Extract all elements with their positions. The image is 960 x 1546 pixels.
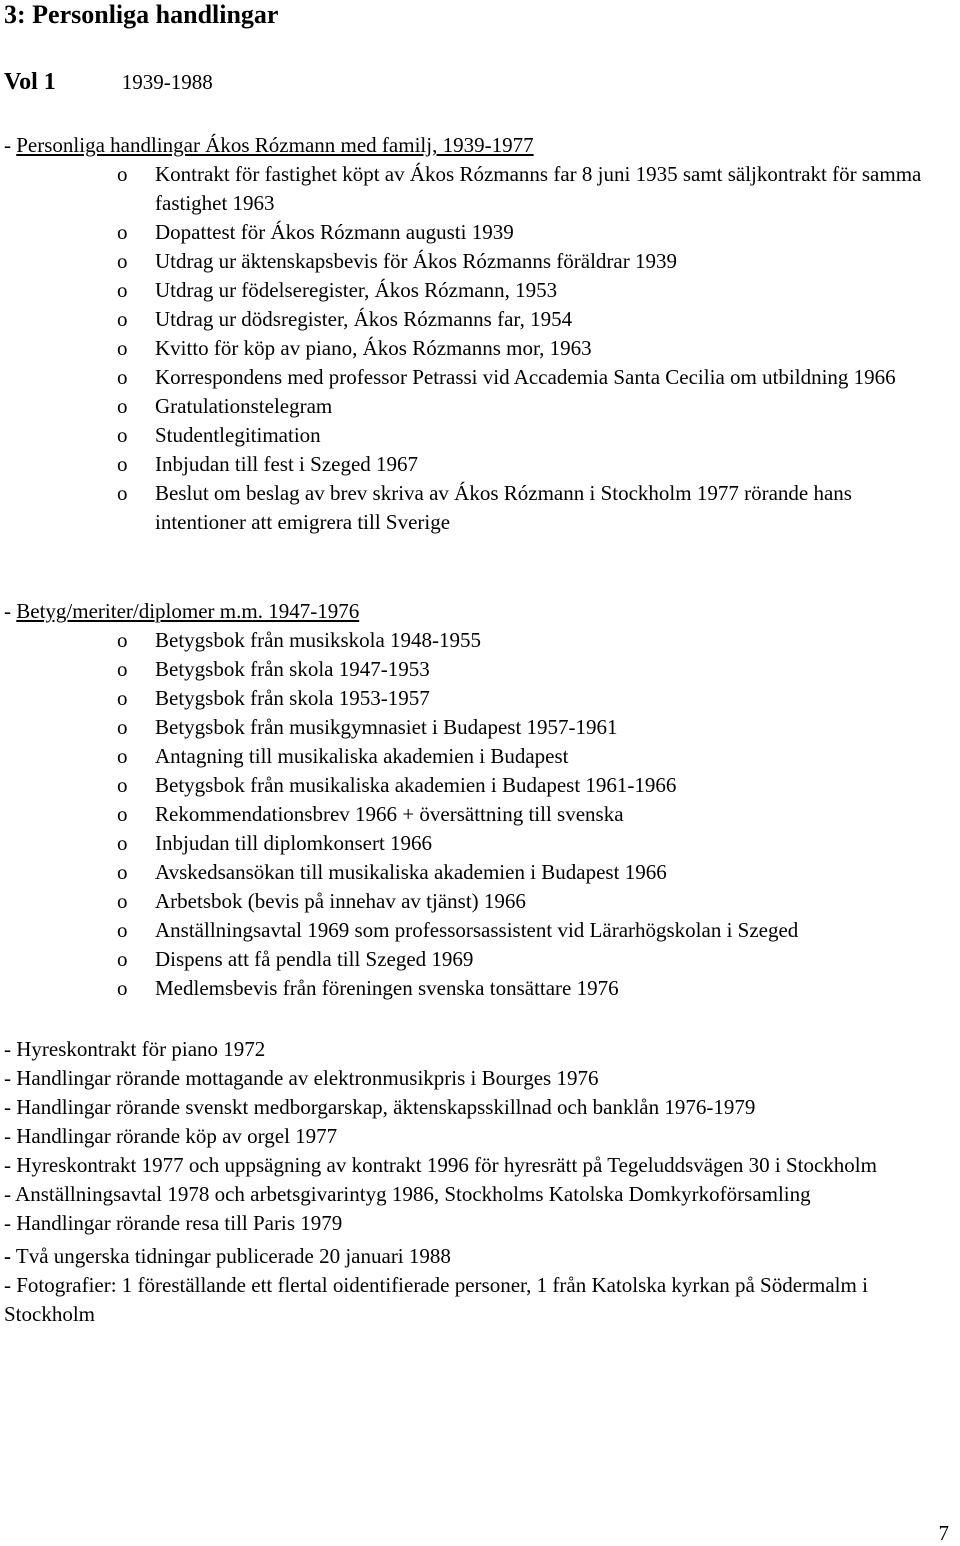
list-item [4,858,954,887]
list-item [4,305,954,334]
list-item [4,450,954,479]
list-item-text: Rekommendationsbrev 1966 + översättning till svenska [155,802,624,826]
list-item-text: Dopattest för Ákos Rózmann augusti 1939 [155,220,514,244]
sub-list [4,626,954,1003]
bullet: o [117,220,128,244]
list-item: - Anställningsavtal 1978 och arbetsgivarintyg 1986, Stockholms Katolska Domkyrkoförsamling [4,1182,811,1206]
bullet: o [117,423,128,447]
list-item-text: Avskedsansökan till musikaliska akademien i Budapest 1966 [155,860,667,884]
list-item [4,276,954,305]
bullet: o [117,394,128,418]
list-item [4,916,954,945]
list-item: - Handlingar rörande resa till Paris 1979 [4,1211,343,1235]
bullet: o [117,918,128,942]
list-item-text: Utdrag ur födelseregister, Ákos Rózmann, 1953 [155,278,558,302]
list-item-text: Inbjudan till fest i Szeged 1967 [155,452,419,476]
heading-prefix: - [4,599,17,623]
bullet: o [117,773,128,797]
list-item-text: Utdrag ur dödsregister, Ákos Rózmanns far, 1954 [155,307,573,331]
bullet: o [117,686,128,710]
list-item [4,829,954,858]
heading-prefix: - [4,133,17,157]
section-grades-diplomas [4,597,954,1003]
list-item [4,945,954,974]
bullet: o [117,860,128,884]
bullet: o [117,744,128,768]
volume-years: 1939-1988 [121,70,213,94]
list-item-text: Två ungerska tidningar publicerade 20 januari 1988 [11,1244,451,1268]
list-item [4,887,954,916]
page-number: 7 [938,1521,949,1545]
list-item: - Fotografier: 1 föreställande ett flertal oidentifierade personer, 1 från Katolska kyrkan på Södermalm i Stockholm [4,1273,868,1326]
item-dash: - [4,1244,11,1268]
list-item: - Handlingar rörande mottagande av elektronmusikpris i Bourges 1976 [4,1066,599,1090]
list-item-text: Utdrag ur äktenskapsbevis för Ákos Rózmanns föräldrar 1939 [155,249,677,273]
list-item [4,363,954,392]
list-item: - Handlingar rörande köp av orgel 1977 [4,1124,338,1148]
list-item-text: Inbjudan till diplomkonsert 1966 [155,831,433,855]
bullet: o [117,278,128,302]
list-item [4,1242,954,1271]
bullet: o [117,481,128,505]
list-item [4,800,954,829]
list-item [4,771,954,800]
bullet: o [117,249,128,273]
section-heading [4,131,954,160]
list-item [4,626,954,655]
bullet: o [117,162,128,186]
list-item [4,334,954,363]
list-item-text: Betygsbok från musikskola 1948-1955 [155,628,482,652]
list-item [4,479,954,537]
list-item: - Hyreskontrakt 1977 och uppsägning av kontrakt 1996 för hyresrätt på Tegeluddsvägen 30 i Stockholm [4,1153,877,1177]
list-item [4,684,954,713]
list-item-text: Betygsbok från skola 1947-1953 [155,657,430,681]
heading-text: Betyg/meriter/diplomer m.m. 1947-1976 [16,599,360,623]
bullet: o [117,336,128,360]
list-item: - Handlingar rörande svenskt medborgarskap, äktenskapsskillnad och banklån 1976-1979 [4,1095,756,1119]
other-documents-list [4,1035,954,1329]
list-item [4,218,954,247]
list-item [4,974,954,1003]
page-title: 3: Personliga handlingar [4,0,279,29]
list-item [4,742,954,771]
bullet: o [117,715,128,739]
section-heading [4,597,954,626]
bullet: o [117,307,128,331]
volume-label: Vol 1 [4,69,56,95]
sub-list [4,160,954,537]
list-item [4,392,954,421]
list-item-text: Studentlegitimation [155,423,321,447]
volume-heading [4,67,213,97]
list-item-text: Betygsbok från musikaliska akademien i Budapest 1961-1966 [155,773,677,797]
list-item-text: Gratulationstelegram [155,394,333,418]
bullet: o [117,947,128,971]
list-item [4,247,954,276]
list-item-text: Betygsbok från skola 1953-1957 [155,686,430,710]
bullet: o [117,452,128,476]
list-item-text: Korrespondens med professor Petrassi vid Accademia Santa Cecilia om utbildning 1966 [155,365,896,389]
bullet: o [117,976,128,1000]
heading-text: Personliga handlingar Ákos Rózmann med familj, 1939-1977 [16,133,534,157]
list-item-text: Kvitto för köp av piano, Ákos Rózmanns mor, 1963 [155,336,592,360]
list-item [4,160,954,218]
bullet: o [117,628,128,652]
list-item-text: Beslut om beslag av brev skriva av Ákos Rózmann i Stockholm 1977 rörande hans intentioner att emigrera till Sverige [155,481,852,534]
list-item [4,421,954,450]
list-item-text: Dispens att få pendla till Szeged 1969 [155,947,474,971]
list-item [4,713,954,742]
list-item-text: Anställningsavtal 1969 som professorsassistent vid Lärarhögskolan i Szeged [155,918,799,942]
list-item-text: Kontrakt för fastighet köpt av Ákos Rózmanns far 8 juni 1935 samt säljkontrakt för samma fastighet 1963 [155,162,922,215]
list-item-text: Medlemsbevis från föreningen svenska tonsättare 1976 [155,976,619,1000]
list-item-text: Betygsbok från musikgymnasiet i Budapest 1957-1961 [155,715,618,739]
bullet: o [117,365,128,389]
bullet: o [117,657,128,681]
list-item-text: Arbetsbok (bevis på innehav av tjänst) 1966 [155,889,526,913]
section-personal-documents [4,131,954,537]
bullet: o [117,889,128,913]
list-item-text: Antagning till musikaliska akademien i Budapest [155,744,569,768]
bullet: o [117,802,128,826]
list-item: - Hyreskontrakt för piano 1972 [4,1037,266,1061]
list-item [4,655,954,684]
bullet: o [117,831,128,855]
